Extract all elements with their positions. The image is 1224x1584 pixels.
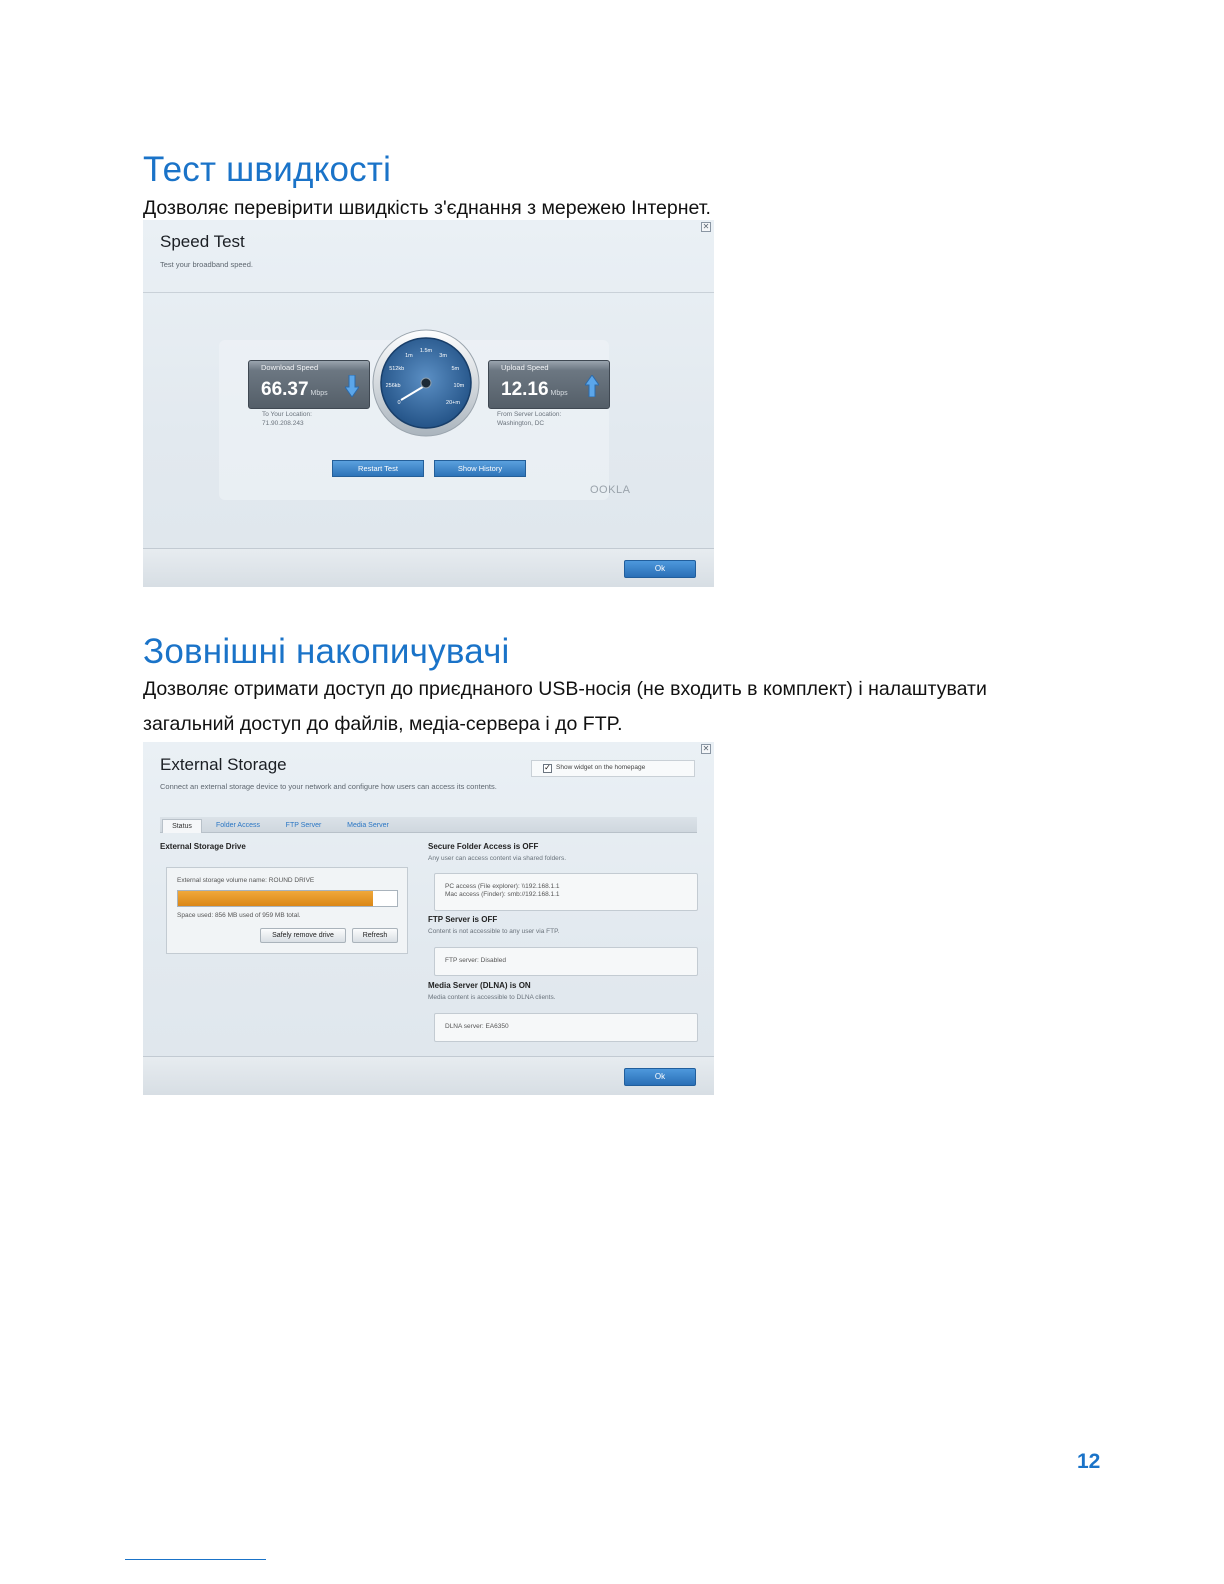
secure-access-heading: Secure Folder Access is OFF: [428, 842, 539, 851]
speed-gauge: [371, 328, 481, 438]
upload-location: From Server Location: Washington, DC: [497, 411, 562, 427]
gauge-tick-label: 3m: [439, 352, 447, 359]
gauge-tick-label: 20+m: [446, 399, 460, 406]
show-widget-checkbox-row[interactable]: [531, 760, 695, 777]
share-access-box: [434, 873, 698, 911]
download-label: Download Speed: [261, 363, 319, 372]
storage-usage-fill: [178, 891, 373, 906]
gauge-tick-label: 1m: [405, 352, 413, 359]
dialog-subtitle: Connect an external storage device to your network and configure how users can access its contents.: [160, 782, 497, 791]
section-heading-speed-test: Тест швидкості: [143, 150, 392, 189]
footer-rule: [125, 1559, 266, 1560]
ftp-status-box: [434, 947, 698, 976]
dialog-subtitle: Test your broadband speed.: [160, 260, 253, 269]
ftp-heading: FTP Server is OFF: [428, 915, 498, 924]
gauge-tick-label: 1.5m: [419, 348, 433, 354]
section-description-line1: Дозволяє отримати доступ до приєднаного USB-носія (не входить в комплект) і налаштувати: [143, 678, 987, 700]
tab-folder-access[interactable]: Folder Access: [216, 822, 260, 829]
tab-media-server[interactable]: Media Server: [347, 822, 389, 829]
close-icon[interactable]: ✕: [702, 222, 710, 231]
ookla-logo: OOKLA: [590, 484, 631, 496]
show-history-button[interactable]: Show History: [434, 460, 526, 477]
gauge-tick-label: 10m: [453, 383, 465, 390]
safely-remove-drive-button[interactable]: Safely remove drive: [260, 928, 346, 943]
ftp-text: Content is not accessible to any user via FTP.: [428, 928, 560, 935]
download-arrow-icon: [345, 375, 359, 397]
ftp-status-text: FTP server: Disabled: [445, 957, 506, 964]
drive-heading: External Storage Drive: [160, 842, 246, 851]
ok-button[interactable]: Ok: [624, 1068, 696, 1086]
dlna-status-text: DLNA server: EA6350: [445, 1023, 509, 1030]
dlna-text: Media content is accessible to DLNA clients.: [428, 994, 556, 1001]
dialog-title: External Storage: [160, 755, 287, 774]
dlna-status-box: [434, 1013, 698, 1042]
pc-access-text: PC access (File explorer): \\192.168.1.1: [445, 883, 560, 890]
show-widget-label: Show widget on the homepage: [556, 764, 646, 771]
gauge-hub: [421, 378, 431, 388]
show-widget-checkbox[interactable]: ✓: [544, 763, 551, 772]
close-icon[interactable]: ✕: [702, 744, 710, 753]
tab-ftp-server[interactable]: FTP Server: [285, 822, 322, 829]
tab-status[interactable]: Status: [162, 819, 202, 833]
upload-unit: Mbps: [550, 390, 568, 397]
upload-label: Upload Speed: [501, 363, 549, 372]
storage-usage-bar: [177, 890, 398, 907]
upload-arrow-icon: [585, 375, 599, 397]
space-used-text: Space used: 856 MB used of 959 MB total.: [177, 912, 301, 919]
drive-panel: [166, 867, 408, 954]
secure-access-text: Any user can access content via shared folders.: [428, 855, 567, 862]
download-unit: Mbps: [310, 390, 328, 397]
ok-button[interactable]: Ok: [624, 560, 696, 578]
refresh-button[interactable]: Refresh: [352, 928, 398, 943]
external-storage-screenshot: [143, 742, 714, 1095]
section-description-speed-test: Дозволяє перевірити швидкість з'єднання з мережею Інтернет.: [143, 197, 711, 219]
page-number: 12: [1077, 1450, 1101, 1473]
gauge-tick-label: 0: [397, 399, 401, 406]
dialog-footer: [143, 1056, 714, 1095]
dialog-title: Speed Test: [160, 232, 245, 251]
volume-name: External storage volume name: ROUND DRIVE: [177, 877, 315, 884]
restart-test-button[interactable]: Restart Test: [332, 460, 424, 477]
upload-value: 12.16 Mbps: [501, 379, 568, 400]
gauge-tick-label: 512kb: [389, 365, 405, 372]
dialog-footer: [143, 548, 714, 587]
section-heading-external-storage: Зовнішні накопичувачі: [143, 632, 510, 671]
download-meter: [248, 360, 370, 409]
download-value: 66.37 Mbps: [261, 379, 328, 400]
tab-bar: [160, 817, 697, 833]
mac-access-text: Mac access (Finder): smb://192.168.1.1: [445, 891, 560, 898]
dlna-heading: Media Server (DLNA) is ON: [428, 981, 531, 990]
section-description-line2: загальний доступ до файлів, медіа-сервера і до FTP.: [143, 713, 623, 735]
speed-test-screenshot: [143, 220, 714, 587]
gauge-tick-label: 256kb: [385, 383, 401, 390]
download-location: To Your Location: 71.90.208.243: [262, 411, 312, 427]
header-divider: [143, 292, 714, 293]
gauge-tick-label: 5m: [451, 365, 460, 372]
upload-meter: [488, 360, 610, 409]
